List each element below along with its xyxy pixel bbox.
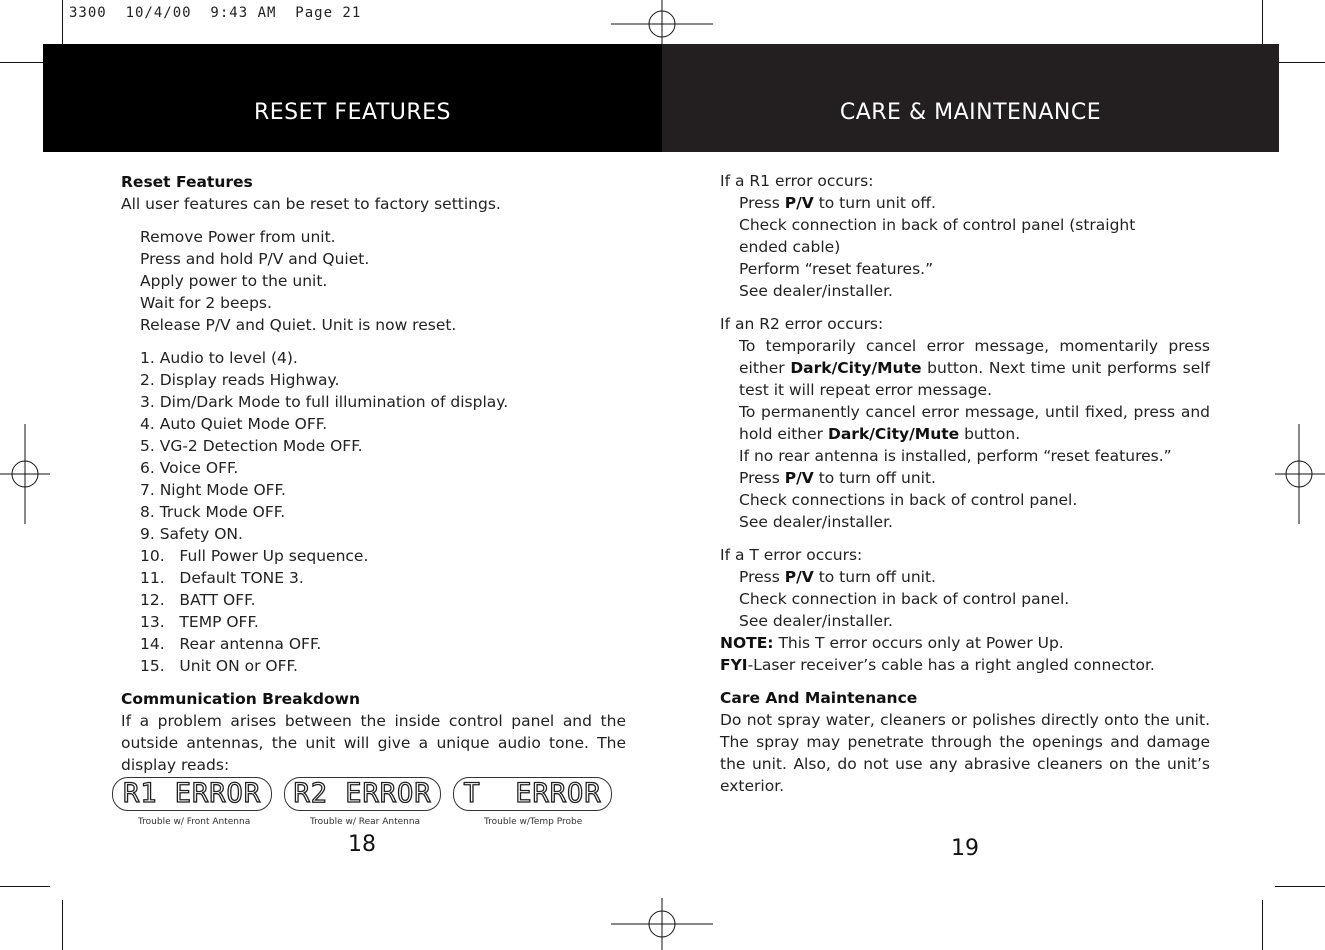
r2-error-title: If an R2 error occurs:: [720, 315, 884, 333]
default-item: 15. Unit ON or OFF.: [140, 657, 298, 675]
default-item: 13. TEMP OFF.: [140, 613, 259, 631]
display-caption: Trouble w/ Front Antenna: [138, 817, 251, 827]
default-item: 6. Voice OFF.: [140, 459, 239, 477]
r1-step: Check connection in back of control panel (straight ended cable): [739, 216, 1136, 256]
communication-breakdown-text: If a problem arises between the inside control panel and the outside antennas, the unit will give a unique audio tone. The display reads:: [121, 712, 626, 774]
default-item: 12. BATT OFF.: [140, 591, 256, 609]
registration-mark-right: [1275, 424, 1325, 524]
reset-step: Wait for 2 beeps.: [140, 294, 272, 312]
r2-step: To temporarily cancel error message, momentarily press either Dark/City/Mute button. Next time unit performs self test it will repeat error message.: [739, 337, 1210, 399]
reset-step: Release P/V and Quiet. Unit is now reset.: [140, 316, 457, 334]
crop-mark: [1262, 0, 1263, 44]
r1-error-title: If a R1 error occurs:: [720, 172, 874, 190]
registration-mark-bottom: [611, 898, 713, 950]
reset-step: Apply power to the unit.: [140, 272, 328, 290]
reset-step: Press and hold P/V and Quiet.: [140, 250, 370, 268]
care-maintenance-heading: Care And Maintenance: [720, 689, 918, 707]
reset-intro: All user features can be reset to factory settings.: [121, 195, 501, 213]
t-step: Press P/V to turn off unit.: [739, 568, 936, 586]
default-item: 3. Dim/Dark Mode to full illumination of display.: [140, 393, 509, 411]
default-item: 5. VG-2 Detection Mode OFF.: [140, 437, 363, 455]
lcd-display-r1: R1 ERROR: [112, 777, 272, 811]
printer-slug: 3300 10/4/00 9:43 AM Page 21: [69, 5, 362, 21]
default-item: 8. Truck Mode OFF.: [140, 503, 286, 521]
t-step: See dealer/installer.: [739, 612, 893, 630]
default-item: 10. Full Power Up sequence.: [140, 547, 369, 565]
error-display-row: [112, 777, 612, 811]
fyi-line: FYI-Laser receiver’s cable has a right angled connector.: [720, 656, 1155, 674]
reset-features-heading: Reset Features: [121, 173, 253, 191]
pv-button-label: P/V: [784, 568, 814, 586]
pv-button-label: P/V: [784, 469, 814, 487]
crop-mark: [1275, 886, 1325, 887]
crop-mark: [0, 886, 50, 887]
crop-mark: [62, 0, 63, 44]
left-page-header: [43, 44, 662, 152]
dark-city-mute-button-label: Dark/City/Mute: [790, 359, 922, 377]
r1-step: Press P/V to turn unit off.: [739, 194, 936, 212]
communication-breakdown-heading: Communication Breakdown: [121, 690, 360, 708]
default-item: 7. Night Mode OFF.: [140, 481, 286, 499]
lcd-display-t: T ERROR: [453, 777, 612, 811]
t-error-title: If a T error occurs:: [720, 546, 863, 564]
crop-mark: [1262, 900, 1263, 950]
registration-mark-left: [0, 424, 50, 524]
fyi-label: FYI: [720, 656, 748, 674]
reset-step: Remove Power from unit.: [140, 228, 336, 246]
default-item: 2. Display reads Highway.: [140, 371, 340, 389]
crop-mark: [62, 900, 63, 950]
right-page-header: [662, 44, 1279, 152]
display-caption: Trouble w/Temp Probe: [484, 817, 583, 827]
r1-step: Perform “reset features.”: [739, 260, 934, 278]
page-number-right: 19: [951, 836, 979, 861]
right-header-title: CARE & MAINTENANCE: [839, 100, 1102, 125]
r2-step: Check connections in back of control panel.: [739, 491, 1078, 509]
default-item: 11. Default TONE 3.: [140, 569, 304, 587]
r1-step: See dealer/installer.: [739, 282, 893, 300]
care-maintenance-text: Do not spray water, cleaners or polishes directly onto the unit. The spray may penetrate through the openings and damage the unit. Also, do not use any abrasive cleaners on the unit’s exterior.: [720, 711, 1210, 795]
dark-city-mute-button-label: Dark/City/Mute: [827, 425, 960, 443]
default-item: 14. Rear antenna OFF.: [140, 635, 322, 653]
note-line: NOTE: This T error occurs only at Power Up.: [720, 634, 1064, 652]
page-number-left: 18: [348, 832, 376, 857]
lcd-display-r2: R2 ERROR: [284, 777, 441, 811]
left-column: [121, 171, 626, 776]
r2-step: To permanently cancel error message, until fixed, press and hold either Dark/City/Mute button.: [739, 403, 1210, 443]
display-caption: Trouble w/ Rear Antenna: [310, 817, 421, 827]
note-label: NOTE:: [720, 634, 774, 652]
crop-mark: [0, 62, 44, 63]
r2-step: Press P/V to turn off unit.: [739, 469, 936, 487]
default-item: 4. Auto Quiet Mode OFF.: [140, 415, 328, 433]
default-item: 1. Audio to level (4).: [140, 349, 298, 367]
pv-button-label: P/V: [784, 194, 814, 212]
default-item: 9. Safety ON.: [140, 525, 243, 543]
r2-step: If no rear antenna is installed, perform “reset features.”: [739, 447, 1172, 465]
registration-mark-top: [611, 0, 713, 50]
left-header-title: RESET FEATURES: [253, 100, 452, 125]
crop-mark: [1279, 62, 1325, 63]
t-step: Check connection in back of control panel.: [739, 590, 1070, 608]
r2-step: See dealer/installer.: [739, 513, 893, 531]
right-column: [720, 170, 1210, 797]
